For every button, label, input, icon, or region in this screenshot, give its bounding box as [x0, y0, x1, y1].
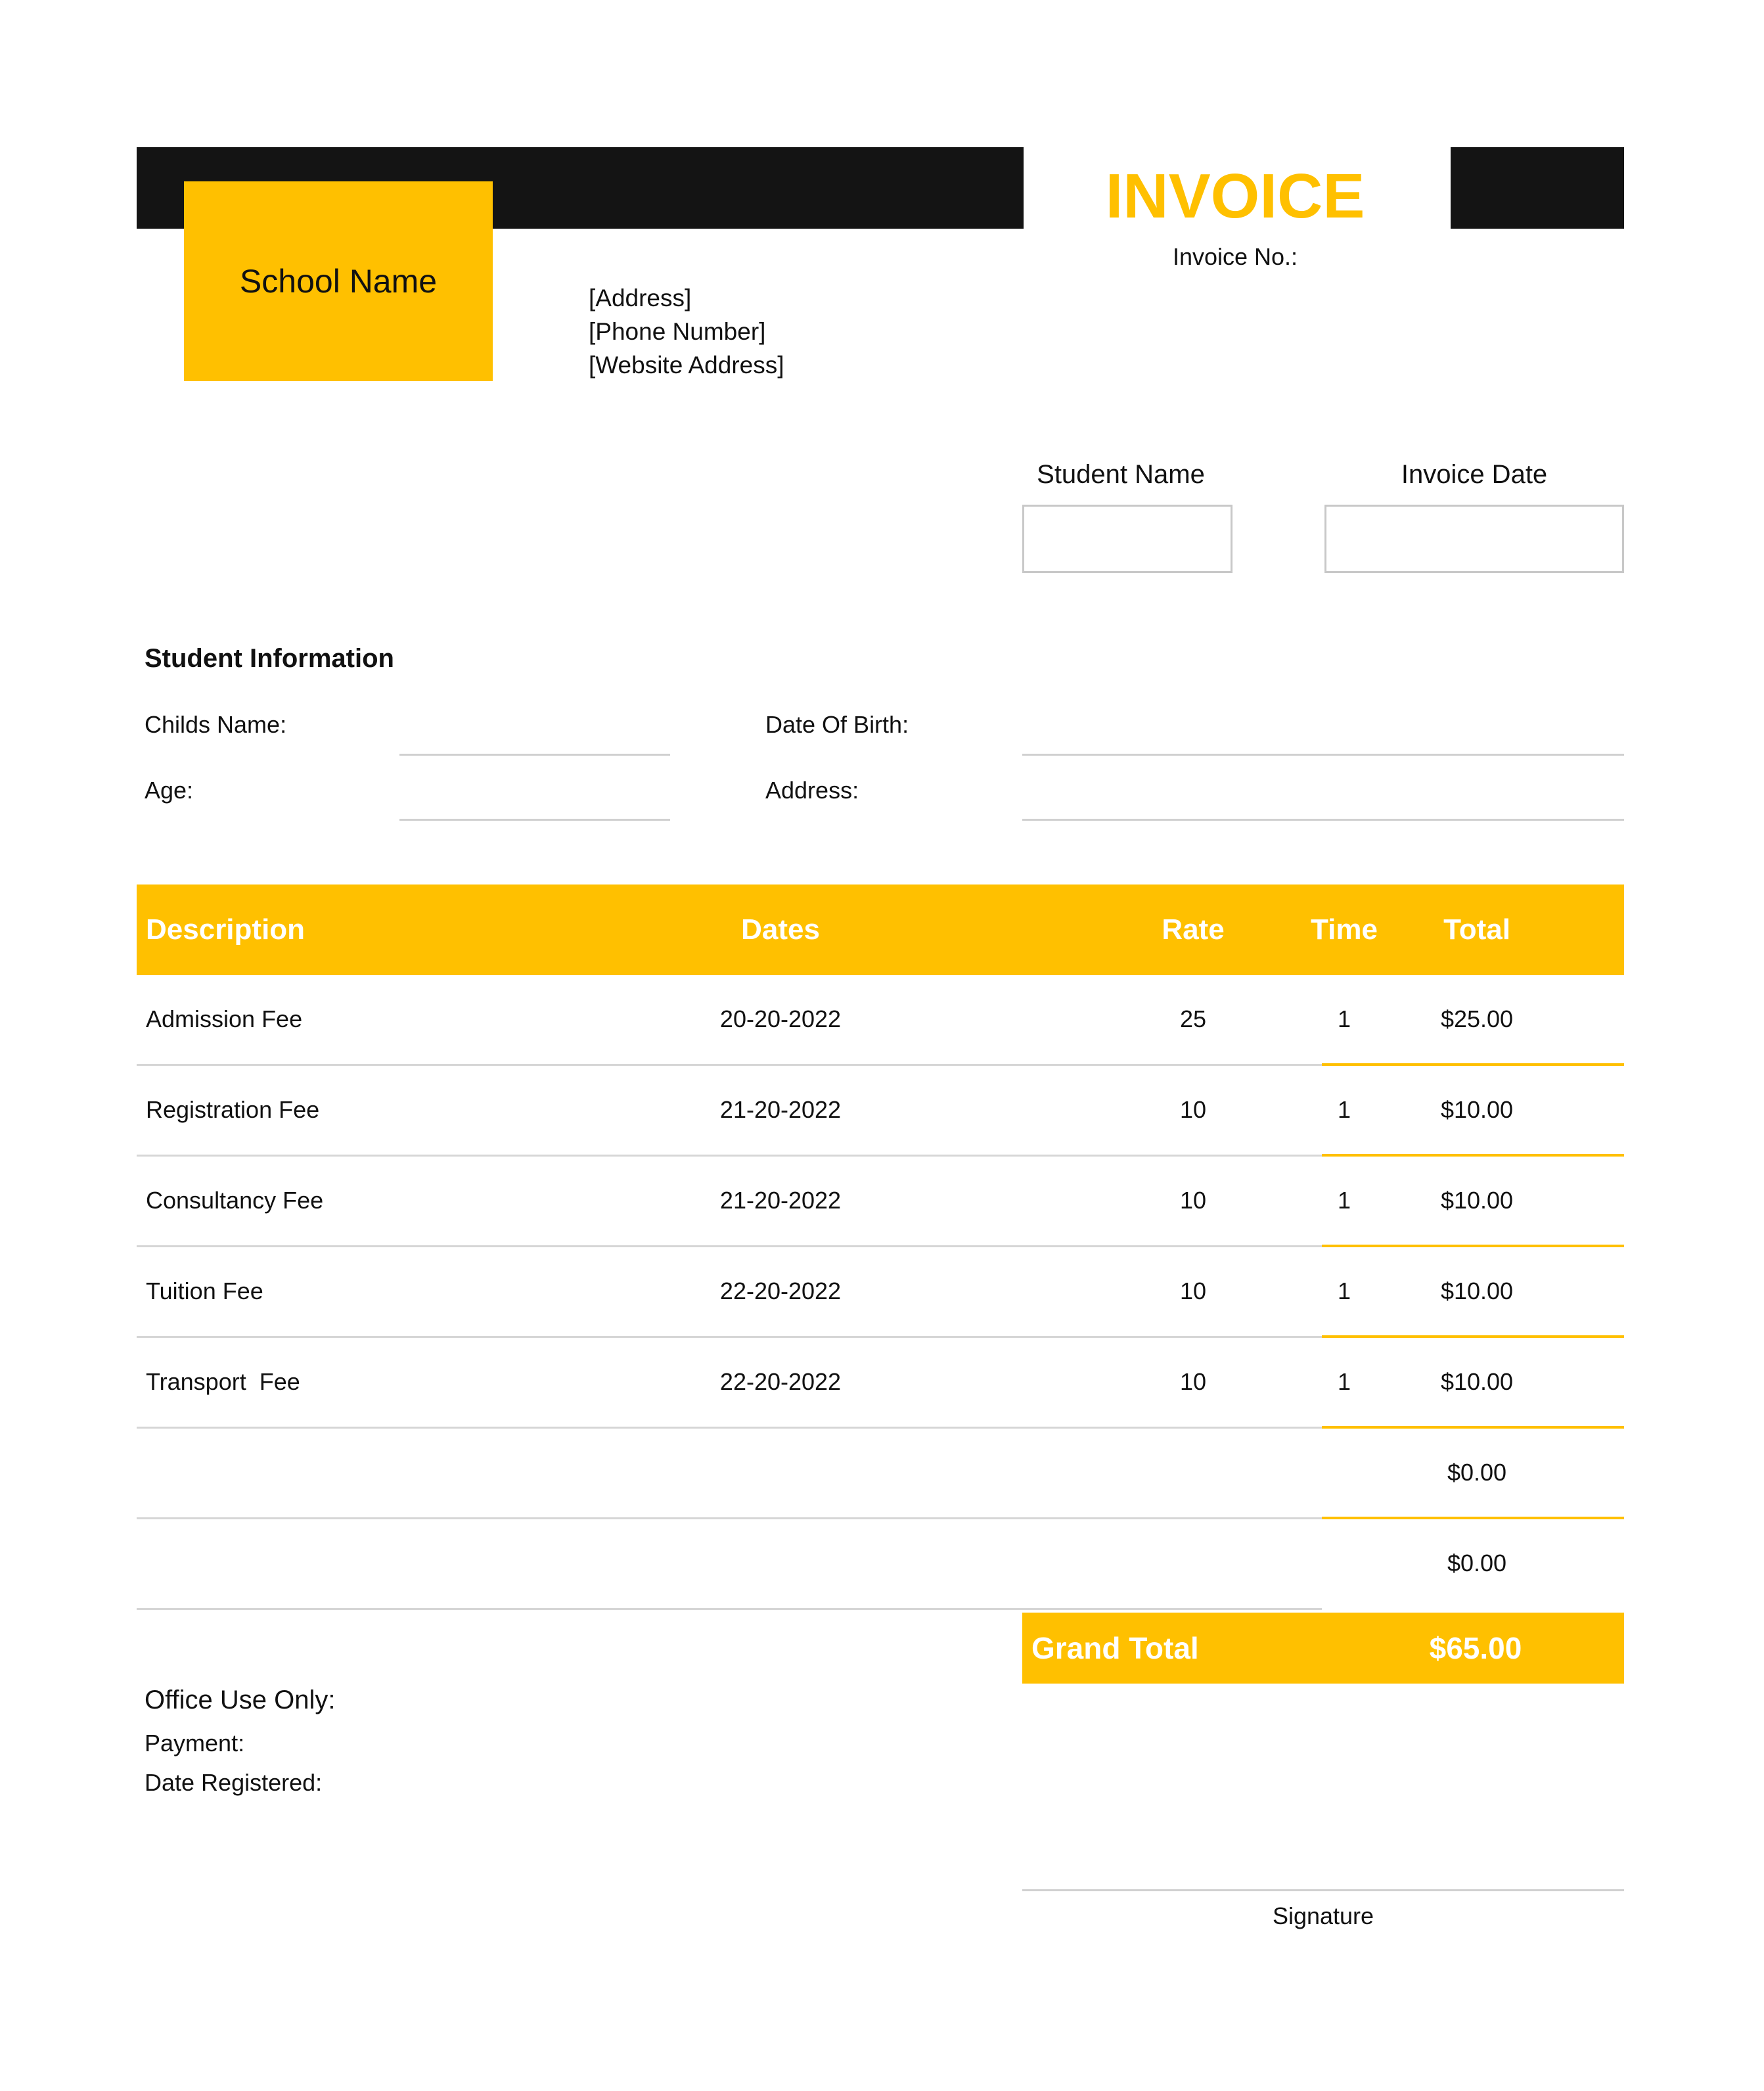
- payment-label: Payment:: [145, 1730, 245, 1757]
- age-field[interactable]: [399, 819, 670, 821]
- row-divider: [137, 1608, 1322, 1610]
- header-total: Total: [1443, 913, 1510, 946]
- table-row: [137, 1066, 1624, 1157]
- row-total: $0.00: [1447, 1550, 1507, 1576]
- childs-name-label: Childs Name:: [145, 711, 287, 738]
- row-date: 20-20-2022: [719, 1005, 842, 1032]
- grand-total-label: Grand Total: [1031, 1631, 1199, 1665]
- contact-block: [589, 281, 784, 382]
- row-date: 21-20-2022: [719, 1187, 842, 1214]
- phone-text: [Phone Number]: [589, 318, 766, 345]
- row-date: 21-20-2022: [719, 1096, 842, 1123]
- table-row: [137, 1429, 1624, 1519]
- address-label: Address:: [765, 777, 859, 804]
- row-rate: 25: [1179, 1005, 1207, 1032]
- table-row: [137, 975, 1624, 1066]
- header-dates: Dates: [741, 913, 820, 946]
- school-name-box: [184, 181, 493, 381]
- row-description: Transport Fee: [146, 1368, 300, 1395]
- row-description: Admission Fee: [146, 1005, 303, 1032]
- row-date: 22-20-2022: [719, 1368, 842, 1395]
- student-name-label: Student Name: [1037, 460, 1205, 489]
- invoice-date-field[interactable]: [1324, 505, 1624, 573]
- age-label: Age:: [145, 777, 194, 804]
- row-rate: 10: [1179, 1187, 1207, 1214]
- header-rate: Rate: [1162, 913, 1225, 946]
- student-name-field[interactable]: [1022, 505, 1233, 573]
- table-row: [137, 1157, 1624, 1247]
- row-rate: 10: [1179, 1096, 1207, 1123]
- signature-label: Signature: [1272, 1902, 1374, 1929]
- row-total: $0.00: [1447, 1459, 1507, 1486]
- row-total: $25.00: [1440, 1005, 1514, 1032]
- row-description: Tuition Fee: [146, 1277, 263, 1304]
- date-of-birth-field[interactable]: [1022, 754, 1624, 756]
- website-text: [Website Address]: [589, 352, 784, 379]
- row-time: 1: [1337, 1368, 1351, 1395]
- header-description: Description: [146, 913, 305, 946]
- header-time: Time: [1311, 913, 1378, 946]
- row-time: 1: [1337, 1187, 1351, 1214]
- signature-line[interactable]: [1022, 1889, 1624, 1891]
- student-information-heading: Student Information: [145, 644, 394, 673]
- school-name: School Name: [239, 263, 438, 300]
- office-use-heading: Office Use Only:: [145, 1686, 336, 1714]
- address-field[interactable]: [1022, 819, 1624, 821]
- header-bar-right: [1451, 147, 1624, 229]
- row-date: 22-20-2022: [719, 1277, 842, 1304]
- table-row: [137, 1247, 1624, 1338]
- row-total: $10.00: [1440, 1368, 1514, 1395]
- date-of-birth-label: Date Of Birth:: [765, 711, 909, 738]
- row-time: 1: [1337, 1096, 1351, 1123]
- invoice-date-label: Invoice Date: [1401, 460, 1548, 489]
- row-time: 1: [1337, 1277, 1351, 1304]
- date-registered-label: Date Registered:: [145, 1769, 323, 1796]
- address-text: [Address]: [589, 285, 692, 311]
- row-time: 1: [1337, 1005, 1351, 1032]
- row-description: Consultancy Fee: [146, 1187, 324, 1214]
- childs-name-field[interactable]: [399, 754, 670, 756]
- row-rate: 10: [1179, 1277, 1207, 1304]
- invoice-title: INVOICE: [1105, 161, 1365, 231]
- row-total: $10.00: [1440, 1277, 1514, 1304]
- grand-total-bar: [1022, 1613, 1624, 1684]
- row-description: Registration Fee: [146, 1096, 320, 1123]
- row-total: $10.00: [1440, 1096, 1514, 1123]
- invoice-number-label: Invoice No.:: [1172, 243, 1298, 270]
- table-row: [137, 1338, 1624, 1429]
- grand-total-value: $65.00: [1429, 1631, 1522, 1665]
- row-total: $10.00: [1440, 1187, 1514, 1214]
- row-rate: 10: [1179, 1368, 1207, 1395]
- fee-table-header: [137, 885, 1624, 975]
- table-row: [137, 1519, 1624, 1610]
